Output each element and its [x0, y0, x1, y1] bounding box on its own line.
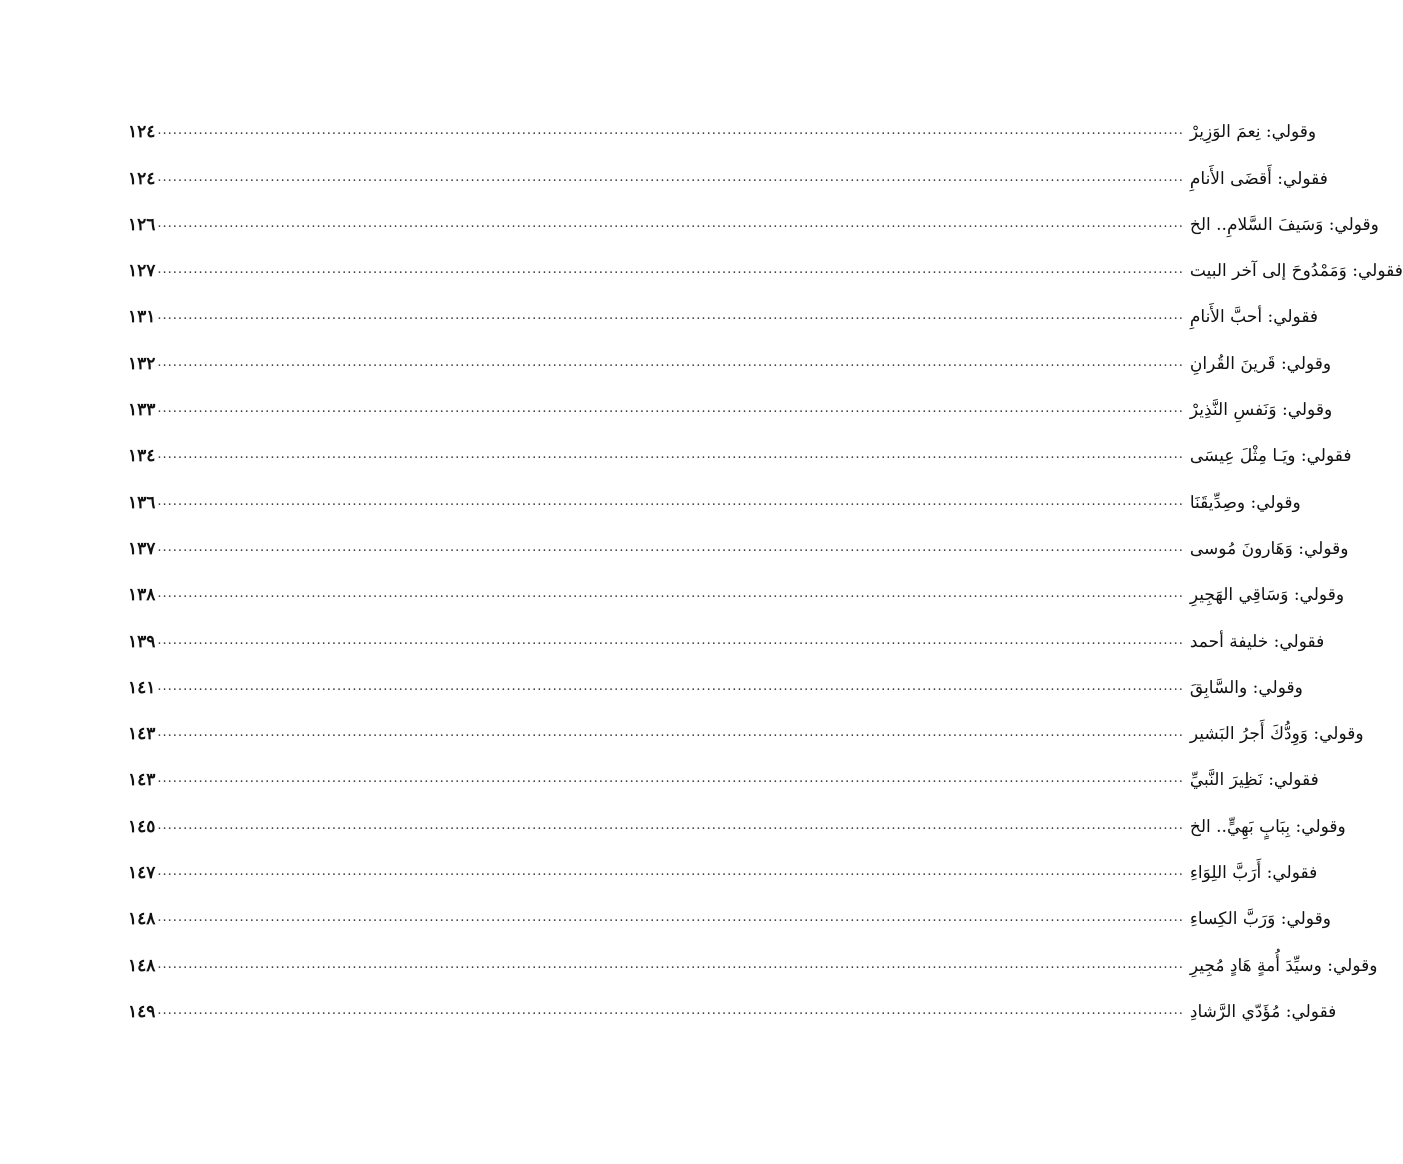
toc-page-number: ١٤٩: [128, 1001, 156, 1022]
toc-entry-title: وقولي: نِعمَ الوَزِيرْ: [1189, 122, 1317, 143]
toc-entry-title: فقولي: وَمَمْدُوحَ إلى آخر البيت: [1189, 261, 1403, 282]
toc-entry-title: فقولي: نَظِيرَ النَّبيِّ: [1189, 770, 1319, 791]
toc-entry-title: فقولي: مُؤَدّي الرَّشادِ: [1189, 1001, 1337, 1022]
toc-entry-title: وقولي: وصِدِّيقَنَا: [1189, 492, 1301, 513]
toc-entry-title: وقولي: وَسَيفَ السَّلامِ.. الخ: [1189, 214, 1379, 235]
toc-entry: [128, 755, 1319, 801]
dot-leader: ........................................................................................................................................................................................................: [157, 771, 1184, 787]
toc-page-number: ١٤١: [128, 677, 156, 698]
toc-entry-title: وقولي: وَسَاقِي الهَجِيرِ: [1189, 585, 1345, 606]
toc-entry: [128, 616, 1325, 662]
toc-page-number: ١٣٦: [128, 492, 156, 513]
toc-entry: [128, 477, 1301, 523]
dot-leader: ........................................................................................................................................................................................................: [157, 215, 1184, 231]
toc-page-number: ١٤٨: [128, 909, 156, 930]
dot-leader: ........................................................................................................................................................................................................: [157, 678, 1184, 694]
dot-leader: ........................................................................................................................................................................................................: [157, 169, 1184, 185]
toc-page-number: ١٤٣: [128, 770, 156, 791]
toc-entry: [128, 709, 1364, 755]
toc-page-number: ١٣٧: [128, 538, 156, 559]
toc-page-number: ١٢٦: [128, 214, 156, 235]
toc-entry: [128, 894, 1331, 940]
dot-leader: ........................................................................................................................................................................................................: [157, 725, 1184, 741]
toc-page-number: ١٤٨: [128, 955, 156, 976]
dot-leader: ........................................................................................................................................................................................................: [157, 262, 1184, 278]
toc-page-number: ١٤٣: [128, 724, 156, 745]
toc-entry-title: وقولي: بِبَابٍ بَهِيٍّ.. الخ: [1189, 816, 1346, 837]
dot-leader: ........................................................................................................................................................................................................: [157, 354, 1184, 370]
toc-entry: [128, 801, 1346, 847]
dot-leader: ........................................................................................................................................................................................................: [157, 447, 1184, 463]
dot-leader: ........................................................................................................................................................................................................: [157, 493, 1184, 509]
dot-leader: ........................................................................................................................................................................................................: [157, 864, 1184, 880]
toc-entry: [128, 987, 1337, 1033]
toc-page-number: ١٣٤: [128, 446, 156, 467]
toc-entry: [128, 940, 1378, 986]
toc-entry-title: فقولي: أَرَبَّ اللِوَاءِ: [1189, 863, 1318, 884]
toc-page-number: ١٤٧: [128, 863, 156, 884]
toc-page-number: ١٣٨: [128, 585, 156, 606]
toc-entry: [128, 246, 1403, 292]
toc-entry: [128, 848, 1318, 894]
toc-entry-title: فقولي: أحبَّ الأَنامِ: [1189, 307, 1319, 328]
toc-entry: [128, 107, 1317, 153]
dot-leader: ........................................................................................................................................................................................................: [157, 1002, 1184, 1018]
toc-entry-title: وقولي: والسَّابِقَ: [1189, 677, 1303, 698]
toc-entry-title: وقولي: وَرَبَّ الكِساءِ: [1189, 909, 1331, 930]
dot-leader: ........................................................................................................................................................................................................: [157, 123, 1184, 139]
toc-entry-title: وقولي: قَرينَ القُرانِ: [1189, 353, 1332, 374]
toc-page-number: ١٣٣: [128, 400, 156, 421]
toc-entry: [128, 663, 1303, 709]
toc-entry: [128, 385, 1333, 431]
toc-entry: [128, 570, 1345, 616]
toc-page-number: ١٣٢: [128, 353, 156, 374]
toc-entry-title: وقولي: وَهَارونَ مُوسى: [1189, 538, 1349, 559]
toc-entry-title: وقولي: وَنَفسِ النَّذِيرْ: [1189, 400, 1333, 421]
toc-entry: [128, 153, 1328, 199]
toc-entry: [128, 524, 1349, 570]
dot-leader: ........................................................................................................................................................................................................: [157, 817, 1184, 833]
toc-page-number: ١٣٩: [128, 631, 156, 652]
toc-entry: [128, 431, 1352, 477]
toc-page-number: ١٤٥: [128, 816, 156, 837]
toc-entry: [128, 200, 1379, 246]
table-of-contents: [128, 107, 1403, 1033]
toc-entry: [128, 338, 1332, 384]
toc-entry-title: وقولي: وَوِدُّكَ أَجرُ البَشير: [1189, 724, 1364, 745]
dot-leader: ........................................................................................................................................................................................................: [157, 956, 1184, 972]
toc-entry-title: فقولي: خليفة أحمد: [1189, 631, 1325, 652]
dot-leader: ........................................................................................................................................................................................................: [157, 401, 1184, 417]
toc-entry-title: وقولي: وسيِّدَ أُمةٍ هَادٍ مُجِيرِ: [1189, 955, 1378, 976]
toc-page-number: ١٢٧: [128, 261, 156, 282]
toc-entry: [128, 292, 1319, 338]
toc-entry-title: فقولي: أَقضَى الأَنامِ: [1189, 168, 1328, 189]
toc-page-number: ١٣١: [128, 307, 156, 328]
dot-leader: ........................................................................................................................................................................................................: [157, 539, 1184, 555]
dot-leader: ........................................................................................................................................................................................................: [157, 586, 1184, 602]
dot-leader: ........................................................................................................................................................................................................: [157, 632, 1184, 648]
toc-page-number: ١٢٤: [128, 168, 156, 189]
toc-page-number: ١٢٤: [128, 122, 156, 143]
dot-leader: ........................................................................................................................................................................................................: [157, 308, 1184, 324]
dot-leader: ........................................................................................................................................................................................................: [157, 910, 1184, 926]
toc-entry-title: فقولي: ويَـا مِثْلَ عِيسَى: [1189, 446, 1352, 467]
